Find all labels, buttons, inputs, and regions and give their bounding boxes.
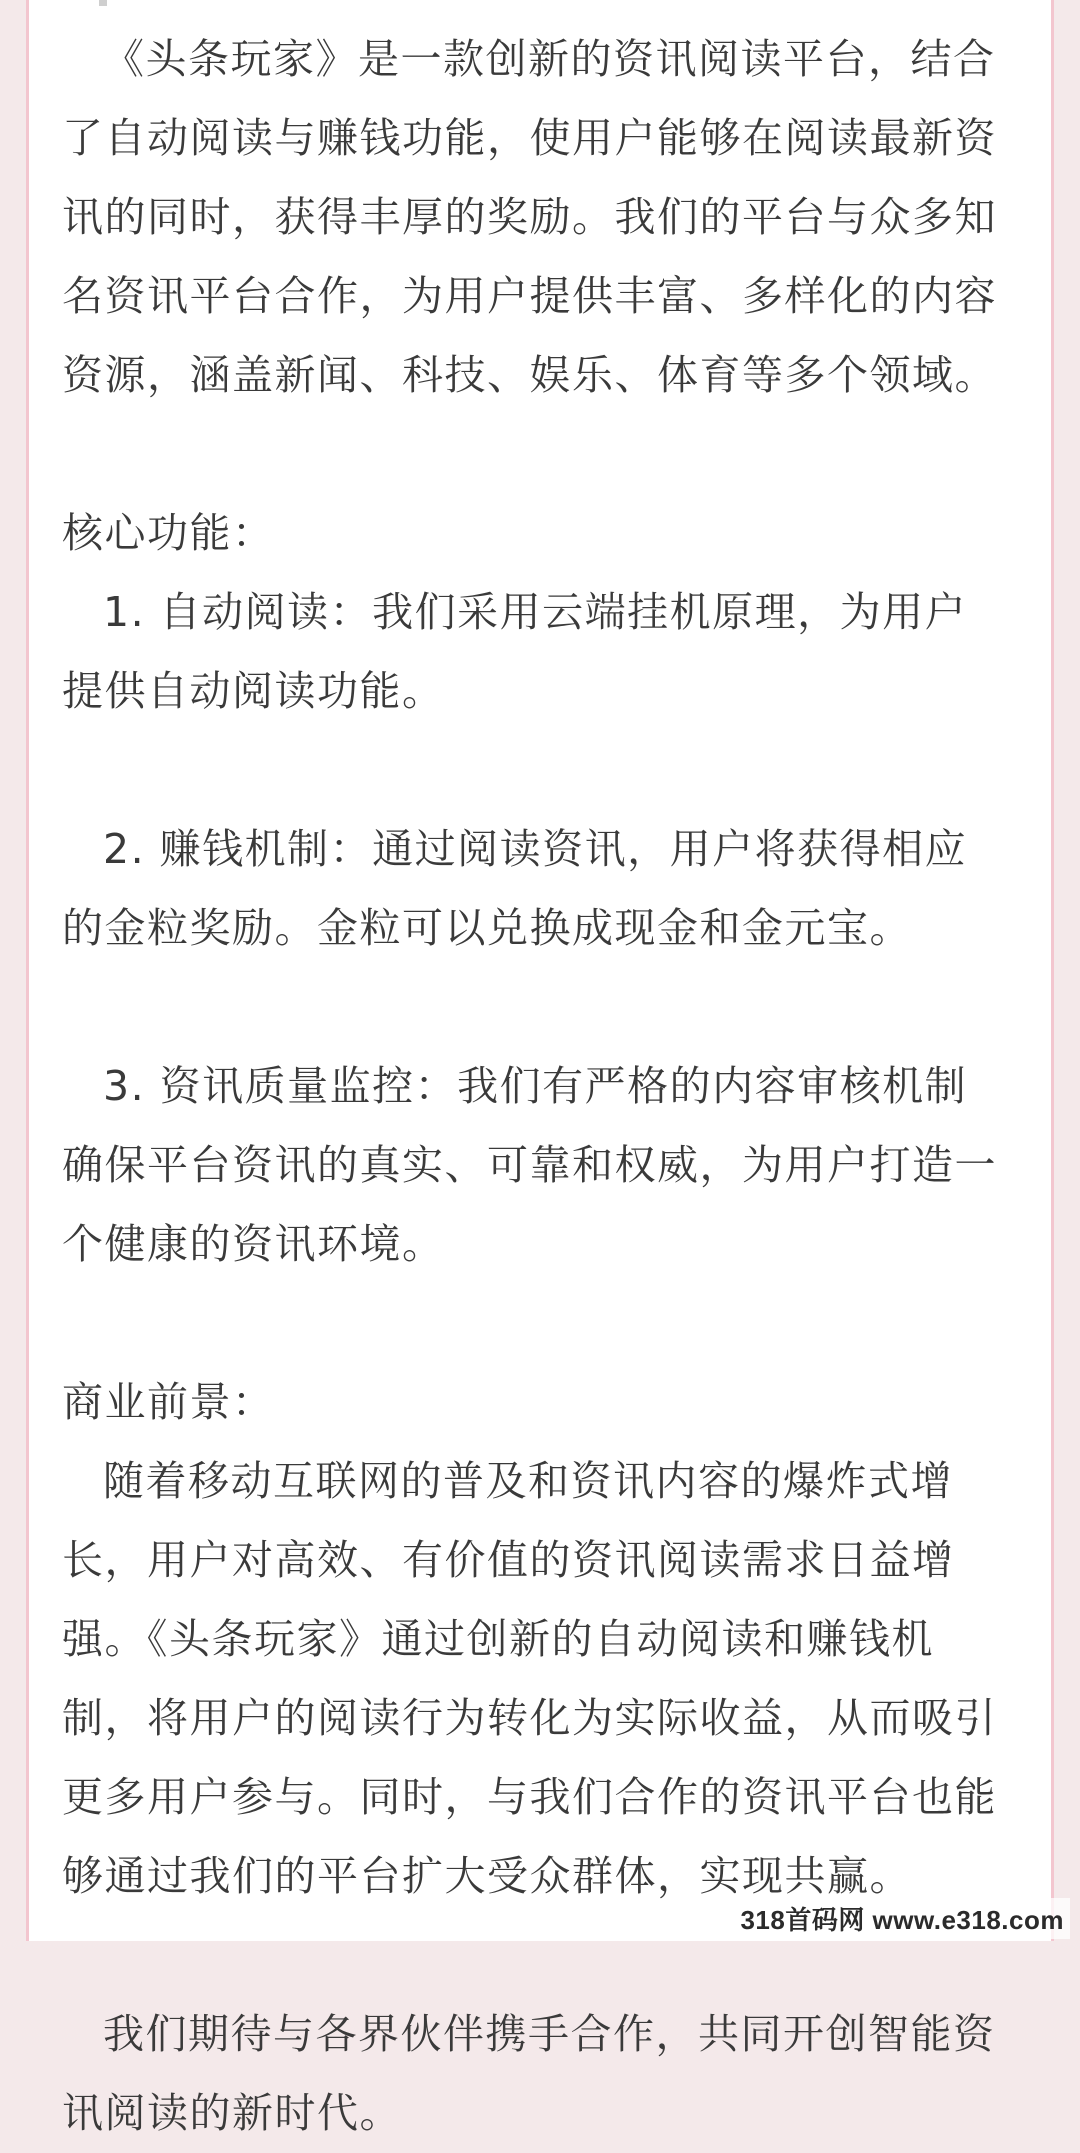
feature-item: 1. 自动阅读：我们采用云端挂机原理，为用户提供自动阅读功能。 [62, 573, 1002, 731]
core-features-heading: 核心功能： [62, 494, 1002, 573]
feature-item: 3. 资讯质量监控：我们有严格的内容审核机制确保平台资讯的真实、可靠和权威，为用户打造一个健康的资讯环境。 [62, 1047, 1002, 1284]
business-paragraph: 随着移动互联网的普及和资讯内容的爆炸式增长，用户对高效、有价值的资讯阅读需求日益增强。《头条玩家》通过创新的自动阅读和赚钱机制，将用户的阅读行为转化为实际收益，从而吸引更多用户参与。同时，与我们合作的资讯平台也能够通过我们的平台扩大受众群体，实现共赢。 [62, 1442, 1002, 1916]
article-page [26, 0, 1054, 1941]
article-body [62, 20, 1002, 2153]
business-heading: 商业前景： [62, 1363, 1002, 1442]
top-edge-mark [99, 0, 107, 6]
intro-paragraph: 《头条玩家》是一款创新的资讯阅读平台，结合了自动阅读与赚钱功能，使用户能够在阅读最新资讯的同时，获得丰厚的奖励。我们的平台与众多知名资讯平台合作，为用户提供丰富、多样化的内容资源，涵盖新闻、科技、娱乐、体育等多个领域。 [62, 20, 1002, 415]
closing-paragraph: 我们期待与各界伙伴携手合作，共同开创智能资讯阅读的新时代。 [62, 1995, 1002, 2153]
site-watermark: 318首码网 www.e318.com [734, 1898, 1070, 1939]
feature-item: 2. 赚钱机制：通过阅读资讯，用户将获得相应的金粒奖励。金粒可以兑换成现金和金元宝。 [62, 810, 1002, 968]
